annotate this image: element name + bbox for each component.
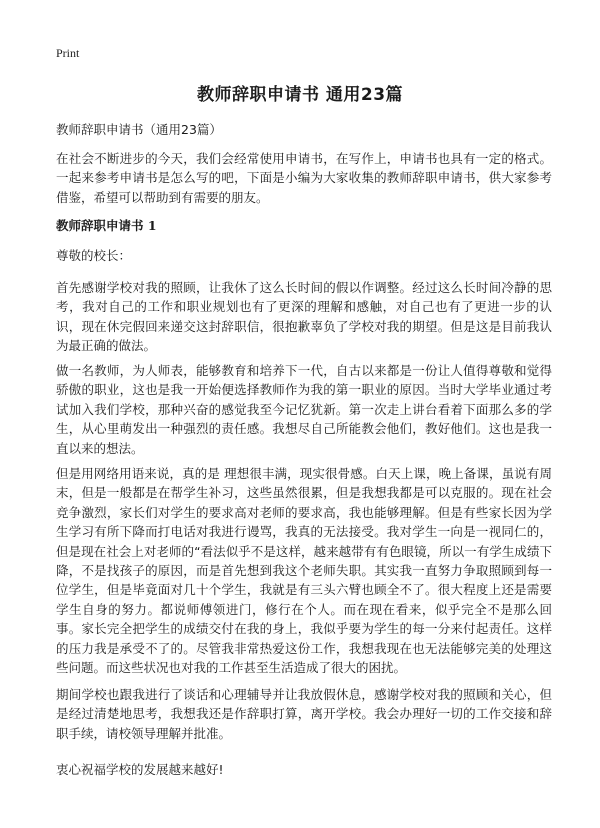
- document-subtitle: 教师辞职申请书（通用23篇）: [56, 122, 222, 137]
- print-link[interactable]: Print: [56, 46, 80, 60]
- closing-line: 衷心祝福学校的发展越来越好!: [56, 762, 224, 777]
- body-paragraph-4: 期间学校也跟我进行了谈话和心理辅导并让我放假休息，感谢学校对我的照顾和关心，但是经过清楚地思考，我想我还是作辞职打算，离开学校。我会办理好一切的工作交接和辞职手续，请校领导理解并批准。: [56, 687, 552, 741]
- body-paragraph-2: 做一名教师，为人师表，能够教育和培养下一代，自古以来都是一份让人值得尊敬和觉得骄傲的职业，这也是我一开始便选择教师作为我的第一职业的原因。当时大学毕业通过考试加入我们学校，那种兴奋的感觉我至今记忆犹新。第一次走上讲台看着下面那么多的学生，从心里萌发出一种强烈的责任感。我想尽自己所能教会他们，教好他们。这也是我一直以来的想法。: [56, 363, 552, 456]
- page-title: 教师辞职申请书 通用23篇: [196, 85, 404, 105]
- salutation: 尊敬的校长：: [56, 248, 132, 263]
- body-paragraph-3: 但是用网络用语来说，真的是 理想很丰满，现实很骨感。白天上课，晚上备课，虽说有周末，但是一般都是在帮学生补习，这些虽然很累，但是我想我都是可以克服的。现在社会竞争激烈，家长们对学生的要求高对老师的要求高，我也能够理解。但是有些家长因为学生学习有所下降而打电话对我进行谩骂，我真的无法接受。我对学生一向是一视同仁的，但是现在社会上对老师的“看法似乎不是这样，越来越带有有色眼镜，所以一有学生成绩下降，不是找孩子的原因，而是首先想到我这个老师失职。其实我一直努力争取照顾到每一位学生，但是毕竟面对几十个学生，我就是有三头六臂也顾全不了。很大程度上还是需要学生自身的努力。都说师傅领进门，修行在个人。而在现在看来，似乎完全不是那么回事。家长完全把学生的成绩交付在我的身上，我似乎要为学生的每一分来付起责任。这样的压力我是承受不了的。尽管我非常热爱这份工作，我想我现在也无法能够完美的处理这些问题。而这些状况也对我的工作甚至生活造成了很大的困扰。: [56, 466, 552, 676]
- section-heading: 教师辞职申请书 1: [56, 218, 157, 233]
- intro-paragraph: 在社会不断进步的今天，我们会经常使用申请书，在写作上，申请书也具有一定的格式。一起来参考申请书是怎么写的吧，下面是小编为大家收集的教师辞职申请书，供大家参考借鉴，希望可以帮助到有需要的朋友。: [56, 151, 552, 205]
- body-paragraph-1: 首先感谢学校对我的照顾，让我休了这么长时间的假以作调整。经过这么长时间冷静的思考，我对自己的工作和职业规划也有了更深的理解和感触，对自己也有了更进一步的认识，现在休完假回来递交这封辞职信，很抱歉辜负了学校对我的期望。但是这是目前我认为最正确的做法。: [56, 280, 552, 354]
